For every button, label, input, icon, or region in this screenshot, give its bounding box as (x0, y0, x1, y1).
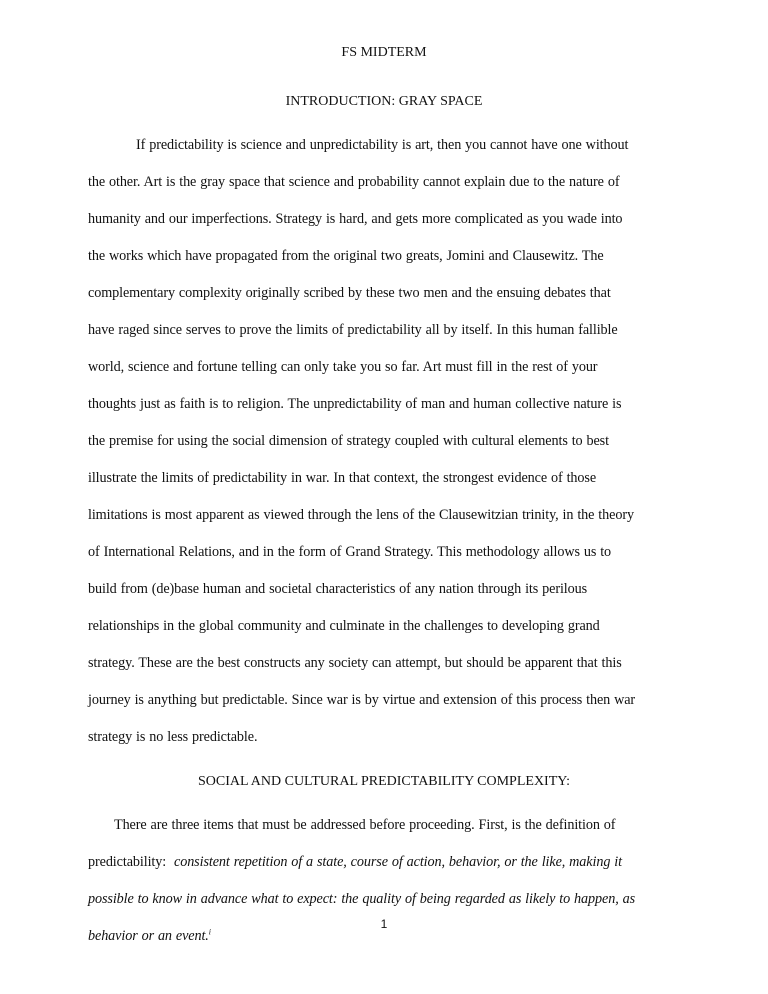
paragraph-line: complementary complexity originally scribed by these two men and the ensuing debates that (88, 285, 611, 301)
paragraph-line: thoughts just as faith is to religion. The unpredictability of man and human collective nature is (88, 396, 622, 412)
paragraph-line: the other. Art is the gray space that science and probability cannot explain due to the nature of (88, 174, 620, 190)
paragraph-line: limitations is most apparent as viewed through the lens of the Clausewitzian trinity, in the theory (88, 507, 634, 523)
definition-term: predictability: (88, 854, 167, 870)
paragraph-line: journey is anything but predictable. Since war is by virtue and extension of this process then war (88, 692, 636, 708)
paragraph-line: build from (de)base human and societal characteristics of any nation through its perilous (88, 581, 588, 597)
section-heading-social-cultural: SOCIAL AND CULTURAL PREDICTABILITY COMPLEXITY: (198, 774, 570, 789)
definition-text: possible to know in advance what to expect: the quality of being regarded as likely to happen, as (88, 891, 636, 907)
definition-line (88, 853, 622, 871)
paragraph-line: humanity and our imperfections. Strategy is hard, and gets more complicated as you wade into (88, 211, 623, 227)
paragraph-line: There are three items that must be addressed before proceeding. First, is the definition of (114, 817, 616, 833)
footnote-marker[interactable]: i (208, 927, 211, 937)
definition-text: behavior or an event. (88, 928, 209, 944)
paragraph-line: strategy is no less predictable. (88, 729, 258, 745)
document-title: FS MIDTERM (341, 45, 427, 60)
paragraph-line: strategy. These are the best constructs any society can attempt, but should be apparent that this (88, 655, 622, 671)
paragraph-line: world, science and fortune telling can only take you so far. Art must fill in the rest of your (88, 359, 598, 375)
definition-text: consistent repetition of a state, course of action, behavior, or the like, making it (174, 854, 622, 870)
section-heading-introduction: INTRODUCTION: GRAY SPACE (285, 94, 483, 109)
paragraph-line: relationships in the global community and culminate in the challenges to developing grand (88, 618, 600, 634)
page-number: 1 (380, 917, 388, 931)
paragraph-line: have raged since serves to prove the limits of predictability all by itself. In this human fallible (88, 322, 618, 338)
paragraph-line: the premise for using the social dimension of strategy coupled with cultural elements to best (88, 433, 609, 449)
paragraph-line: illustrate the limits of predictability in war. In that context, the strongest evidence of those (88, 470, 597, 486)
paragraph-line: the works which have propagated from the original two greats, Jomini and Clausewitz. The (88, 248, 604, 264)
paragraph-line: If predictability is science and unpredictability is art, then you cannot have one without (136, 137, 629, 153)
paragraph-line: of International Relations, and in the form of Grand Strategy. This methodology allows us to (88, 544, 612, 560)
